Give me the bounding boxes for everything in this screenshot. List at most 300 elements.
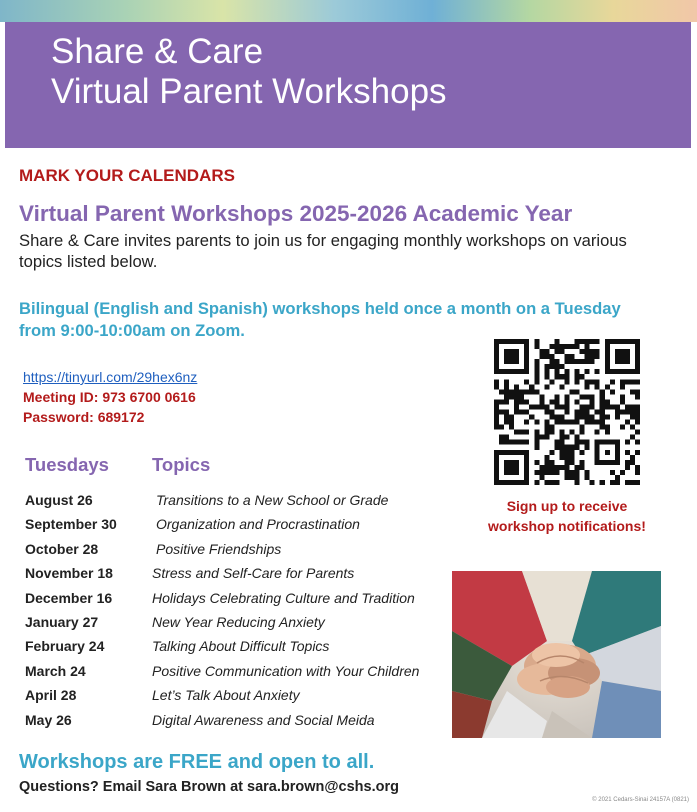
qr-module [559,445,564,450]
qr-module [549,450,554,455]
qr-module [544,465,549,470]
qr-module [635,415,640,420]
qr-module [590,394,595,399]
qr-module [524,420,529,425]
qr-module [600,404,605,409]
qr-module [620,425,625,430]
qr-module [509,415,514,420]
qr-module [625,420,630,425]
qr-module [585,344,590,349]
qr-module [564,369,569,374]
qr-module [635,389,640,394]
qr-module [564,420,569,425]
qr-module [504,409,509,414]
qr-module [630,389,635,394]
qr-module [534,344,539,349]
qr-module [549,460,554,465]
qr-module [595,409,600,414]
qr-module [625,460,630,465]
qr-module [519,440,524,445]
qr-module [564,359,569,364]
qr-module [494,379,499,384]
qr-module [554,374,559,379]
qr-module [559,450,564,455]
qr-module [625,440,630,445]
qr-module [570,359,575,364]
qr-module [575,369,580,374]
qr-module [509,425,514,430]
qr-module [534,435,539,440]
qr-module [635,440,640,445]
qr-module [585,420,590,425]
qr-module [534,369,539,374]
qr-module [549,354,554,359]
qr-module [554,399,559,404]
qr-module [529,415,534,420]
qr-module [549,415,554,420]
qr-module [595,384,600,389]
qr-module [559,455,564,460]
free-note: Workshops are FREE and open to all. [19,751,375,773]
qr-module [585,349,590,354]
schedule-topic: Stress and Self-Care for Parents [152,565,355,582]
qr-module [559,349,564,354]
qr-module [575,475,580,480]
schedule-row [0,586,460,610]
qr-module [575,465,580,470]
qr-module [580,339,585,344]
qr-module [539,394,544,399]
qr-module [580,359,585,364]
page-title: Virtual Parent Workshops 2025-2026 Academic Year [19,201,573,226]
qr-module [559,465,564,470]
qr-module [519,389,524,394]
qr-module [534,404,539,409]
qr-module [559,384,564,389]
meeting-id: Meeting ID: 973 6700 0616 [23,389,196,405]
schedule-date: September 30 [25,516,117,533]
qr-module [575,480,580,485]
qr-module [610,480,615,485]
qr-module [635,465,640,470]
schedule-topic: Talking About Difficult Topics [152,638,330,655]
qr-module [524,440,529,445]
questions-contact: Questions? Email Sara Brown at sara.brown@cshs.org [19,779,399,795]
qr-module [534,440,539,445]
qr-module [554,394,559,399]
qr-module [544,369,549,374]
qr-module [559,404,564,409]
qr-module [570,389,575,394]
qr-module [559,430,564,435]
qr-module [549,425,554,430]
qr-module [554,480,559,485]
decorative-top-strip [0,0,697,22]
qr-module [549,364,554,369]
qr-module [529,389,534,394]
qr-module [570,450,575,455]
qr-module [534,389,539,394]
qr-module [514,384,519,389]
qr-module [559,344,564,349]
schedule-topic: Let’s Talk About Anxiety [152,687,300,704]
qr-module [554,344,559,349]
qr-module [605,430,610,435]
qr-module [620,399,625,404]
qr-module [615,409,620,414]
qr-module [610,379,615,384]
qr-module [559,420,564,425]
qr-module [595,420,600,425]
qr-module [595,369,600,374]
qr-module [539,404,544,409]
qr-module [544,460,549,465]
qr-module [595,354,600,359]
schedule-topic: Holidays Celebrating Culture and Tradition [152,589,415,606]
qr-module [554,349,559,354]
schedule-topic: Transitions to a New School or Grade [156,492,389,508]
qr-module [630,404,635,409]
qr-module [570,460,575,465]
qr-module [534,480,539,485]
qr-module [585,354,590,359]
qr-module [615,475,620,480]
qr-module [564,354,569,359]
qr-module [605,415,610,420]
signup-note [462,496,672,536]
qr-module [544,374,549,379]
qr-module [600,415,605,420]
qr-module [575,379,580,384]
qr-module [630,409,635,414]
qr-module [544,470,549,475]
qr-module [580,430,585,435]
qr-module [544,409,549,414]
qr-module [625,404,630,409]
schedule-row [0,683,460,707]
qr-module [580,415,585,420]
qr-module [635,404,640,409]
qr-module [519,409,524,414]
qr-module [575,435,580,440]
qr-module [549,344,554,349]
qr-code[interactable] [494,339,640,485]
qr-module [554,359,559,364]
column-header-tuesdays: Tuesdays [25,454,109,475]
qr-module [544,455,549,460]
qr-module [564,344,569,349]
schedule-row [0,512,460,536]
qr-module [585,415,590,420]
qr-module [610,470,615,475]
qr-module [575,339,580,344]
intro-text: Share & Care invites parents to join us for engaging monthly workshops on various topics listed below. [19,231,627,271]
qr-module [630,415,635,420]
mark-calendars-label: MARK YOUR CALENDARS [19,166,235,185]
qr-module [559,440,564,445]
qr-module [564,379,569,384]
qr-module [494,384,499,389]
qr-module [519,399,524,404]
qr-module [600,399,605,404]
column-header-topics: Topics [152,454,211,475]
qr-module [524,409,529,414]
qr-module [590,420,595,425]
qr-module [630,480,635,485]
qr-module [605,404,610,409]
qr-module [580,465,585,470]
qr-module [494,409,499,414]
qr-module [499,440,504,445]
meeting-password: Password: 689172 [23,409,145,425]
qr-module [570,430,575,435]
schedule-row [0,634,460,658]
qr-module [504,399,509,404]
qr-module [575,420,580,425]
qr-module [504,379,509,384]
qr-module [585,470,590,475]
qr-module [514,409,519,414]
qr-module [585,404,590,409]
qr-module [534,445,539,450]
qr-module [595,430,600,435]
qr-module [544,420,549,425]
qr-module [580,450,585,455]
qr-module [605,384,610,389]
qr-module [544,349,549,354]
copyright-note: © 2021 Cedars-Sinai 24157A (0821) [592,797,689,803]
qr-module [554,415,559,420]
qr-module [630,455,635,460]
qr-module [564,374,569,379]
qr-module [635,430,640,435]
qr-module [529,384,534,389]
qr-module [600,394,605,399]
qr-module [600,420,605,425]
qr-module [580,374,585,379]
qr-module [524,430,529,435]
qr-module [549,465,554,470]
qr-module [585,409,590,414]
qr-module [595,339,600,344]
qr-module [635,450,640,455]
schedule-row [0,659,460,683]
qr-module [590,480,595,485]
qr-module [625,379,630,384]
qr-module [620,409,625,414]
schedule-topic: Organization and Procrastination [156,516,360,533]
qr-module [544,435,549,440]
qr-module [575,344,580,349]
qr-module [585,445,590,450]
qr-module [564,450,569,455]
qr-module [534,460,539,465]
qr-module [554,470,559,475]
qr-module [554,420,559,425]
qr-module [554,364,559,369]
qr-module [630,460,635,465]
qr-module [600,389,605,394]
qr-module [544,384,549,389]
banner-title: Share & Care [51,32,264,71]
qr-module [575,415,580,420]
qr-module [570,354,575,359]
qr-module [559,415,564,420]
schedule-topic: Positive Friendships [156,540,282,557]
qr-module [620,384,625,389]
qr-module [590,399,595,404]
qr-module [575,409,580,414]
qr-module [625,480,630,485]
qr-module [564,435,569,440]
qr-module [585,475,590,480]
schedule-date: February 24 [25,638,105,655]
qr-module [519,394,524,399]
qr-module [514,430,519,435]
qr-module [585,394,590,399]
qr-module [620,470,625,475]
schedule-date: October 28 [25,540,99,557]
qr-module [615,480,620,485]
qr-module [575,399,580,404]
qr-module [570,344,575,349]
qr-module [539,435,544,440]
schedule-row [0,610,460,634]
hands-together-photo [452,571,661,738]
schedule-date: January 27 [25,614,99,630]
qr-module [580,349,585,354]
qr-module [524,389,529,394]
qr-module [615,404,620,409]
qr-module [580,460,585,465]
qr-module [514,440,519,445]
qr-module [559,374,564,379]
qr-module [620,394,625,399]
qr-module [585,440,590,445]
qr-module [559,435,564,440]
qr-module [534,379,539,384]
qr-module [539,354,544,359]
schedule-row [0,488,460,512]
schedule-date: April 28 [25,687,77,704]
qr-module [580,409,585,414]
qr-module [625,409,630,414]
qr-module [595,379,600,384]
qr-module [514,389,519,394]
schedule-date: March 24 [25,662,86,679]
qr-module [554,445,559,450]
qr-module [534,359,539,364]
qr-module [539,399,544,404]
qr-module [534,339,539,344]
qr-module [504,394,509,399]
qr-module [544,404,549,409]
schedule-date: August 26 [25,492,93,508]
qr-module [625,450,630,455]
qr-module [564,394,569,399]
qr-module [615,415,620,420]
qr-module [534,470,539,475]
qr-module [570,475,575,480]
qr-module [549,359,554,364]
qr-module [514,399,519,404]
zoom-link[interactable]: https://tinyurl.com/29hex6nz [23,369,198,385]
schedule-row [0,537,460,561]
qr-module [509,394,514,399]
qr-module [620,379,625,384]
qr-module [570,420,575,425]
qr-module [635,480,640,485]
qr-module [570,445,575,450]
qr-module [504,415,509,420]
qr-module [590,404,595,409]
qr-module [580,394,585,399]
qr-module [554,440,559,445]
qr-module [559,364,564,369]
qr-module [549,379,554,384]
qr-module [564,404,569,409]
qr-module [600,425,605,430]
qr-module [600,480,605,485]
qr-module [539,465,544,470]
qr-module [514,404,519,409]
qr-module [564,465,569,470]
schedule-topic: Digital Awareness and Social Meida [152,711,375,728]
qr-module [534,430,539,435]
qr-module [549,430,554,435]
qr-module [635,379,640,384]
qr-module [635,420,640,425]
qr-module [504,389,509,394]
qr-module [524,399,529,404]
qr-module [509,389,514,394]
qr-module [494,415,499,420]
qr-module [585,339,590,344]
qr-module [544,425,549,430]
qr-module [519,430,524,435]
header-banner [5,22,691,148]
schedule-row [0,561,460,585]
qr-module [549,409,554,414]
qr-module [600,409,605,414]
qr-module [504,420,509,425]
qr-module [590,354,595,359]
qr-module [549,399,554,404]
schedule-date: November 18 [25,565,113,582]
qr-module [554,465,559,470]
qr-module [564,470,569,475]
qr-module [630,379,635,384]
qr-module [570,455,575,460]
qr-module [499,399,504,404]
qr-module [590,339,595,344]
qr-module [554,369,559,374]
qr-module [635,470,640,475]
qr-module [494,404,499,409]
banner-subtitle: Virtual Parent Workshops [51,72,447,111]
qr-module [575,470,580,475]
qr-module [524,379,529,384]
qr-module [575,440,580,445]
qr-module [504,435,509,440]
qr-module [564,445,569,450]
signup-line-2: workshop notifications! [488,518,646,534]
qr-module [585,369,590,374]
qr-module [575,359,580,364]
qr-module [544,430,549,435]
qr-module [554,404,559,409]
qr-module [580,425,585,430]
